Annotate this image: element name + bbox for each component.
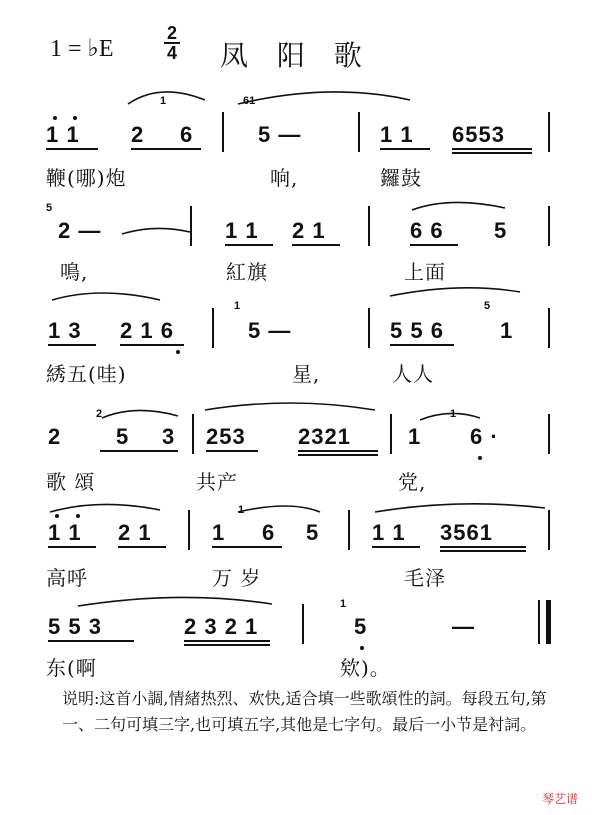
notes-4c: 3 — [162, 424, 176, 449]
beam — [131, 148, 201, 150]
slur — [412, 202, 505, 210]
notes-1a: 1 1 — [46, 122, 80, 147]
barline — [188, 510, 190, 550]
notes-4f: 1 — [408, 424, 422, 449]
lyric: 万 岁 — [212, 566, 262, 590]
notes-2b: 1 1 — [225, 218, 259, 243]
barline — [548, 510, 550, 550]
octave-dot — [478, 456, 482, 460]
notes-1f: 6553 — [452, 122, 505, 147]
notes-2d: 6 6 — [410, 218, 444, 243]
beam — [184, 640, 270, 642]
beam — [212, 546, 282, 548]
barline — [358, 112, 360, 152]
final-barline-thick — [546, 600, 551, 644]
lyric: 欸)。 — [340, 656, 391, 680]
grace-note: 1 — [234, 300, 241, 312]
beam — [452, 152, 532, 154]
barline — [348, 510, 350, 550]
slur — [375, 504, 545, 512]
barline — [302, 604, 304, 644]
beam — [440, 546, 526, 548]
barline — [548, 308, 550, 348]
notes-3c: 5 — — [248, 318, 292, 343]
time-denominator: 4 — [166, 43, 177, 63]
notes-5e: 5 — [306, 520, 320, 545]
octave-dot — [176, 350, 180, 354]
slur — [52, 293, 160, 300]
notes-6b: 2 3 2 1 — [184, 614, 259, 639]
notes-4a: 2 — [48, 424, 62, 449]
notes-3d: 5 5 6 — [390, 318, 444, 343]
slur — [390, 288, 520, 296]
barline — [390, 414, 392, 454]
lyric: 鳴, — [60, 260, 89, 284]
time-numerator: 2 — [166, 23, 177, 43]
grace-note: 61 — [243, 95, 256, 107]
notes-4b: 5 — [116, 424, 130, 449]
notes-3b: 2 1 6 — [120, 318, 174, 343]
barline — [548, 206, 550, 246]
beam — [100, 450, 178, 452]
barline — [548, 414, 550, 454]
key-signature: 1 = ♭E — [50, 36, 114, 62]
song-title: 凤 阳 歌 — [220, 39, 372, 72]
notes-6c: 5 — [354, 614, 368, 639]
octave-dot — [360, 646, 364, 650]
slur — [238, 506, 320, 512]
notes-5g: 3561 — [440, 520, 493, 545]
notes-3a: 1 3 — [48, 318, 82, 343]
beam — [120, 344, 184, 346]
notes-5a: 1 1 — [48, 520, 82, 545]
lyric: 响, — [270, 166, 299, 190]
final-barline-thin — [538, 600, 540, 644]
watermark-logo: 琴艺谱 — [541, 792, 578, 806]
beam — [48, 546, 96, 548]
lyric: 东(啊 — [46, 656, 97, 680]
barline — [190, 206, 192, 246]
barline — [222, 112, 224, 152]
beam — [372, 546, 420, 548]
lyric: 党, — [398, 470, 427, 494]
notes-6a: 5 5 3 — [48, 614, 102, 639]
beam — [46, 148, 98, 150]
notes-4d: 253 — [206, 424, 246, 449]
beam — [184, 644, 270, 646]
beam — [298, 454, 378, 456]
lyric: 歌 頌 — [46, 470, 96, 494]
slur — [78, 597, 272, 606]
octave-dot — [73, 116, 77, 120]
slur — [205, 403, 375, 410]
notes-2c: 2 1 — [292, 218, 326, 243]
notes-1d: 5 — — [258, 122, 302, 147]
slur — [50, 504, 160, 512]
notes-6d: — — [452, 614, 475, 639]
notes-2a: 2 — — [58, 218, 102, 243]
barline — [212, 308, 214, 348]
beam — [118, 546, 166, 548]
notes-5f: 1 1 — [372, 520, 406, 545]
notes-5b: 2 1 — [118, 520, 152, 545]
grace-note: 1 — [450, 408, 457, 420]
beam — [390, 344, 454, 346]
beam — [292, 244, 340, 246]
beam — [225, 244, 273, 246]
slur — [122, 228, 190, 234]
notes-3e: 1 — [500, 318, 514, 343]
explanatory-note: 说明:这首小調,情緒热烈、欢快,适合填一些歌頌性的詞。每段五句,第一、二句可填三字,也可填五字,其他是七字句。最后一小节是衬詞。 — [62, 689, 547, 734]
octave-dot — [53, 116, 57, 120]
beam — [440, 550, 526, 552]
grace-note: 1 — [340, 598, 347, 610]
lyric: 上面 — [404, 260, 446, 284]
notes-1e: 1 1 — [380, 122, 414, 147]
lyric: 綉五(哇) — [46, 362, 127, 386]
octave-dot — [55, 514, 59, 518]
grace-note: 5 — [484, 300, 491, 312]
notes-4e: 2321 — [298, 424, 351, 449]
lyric: 鞭(哪)炮 — [46, 166, 127, 190]
barline — [548, 112, 550, 152]
lyric: 共产 — [196, 470, 238, 494]
grace-note: 1 — [238, 504, 245, 516]
lyric: 人人 — [392, 362, 434, 386]
lyric: 紅旗 — [226, 260, 268, 284]
notes-5c: 1 — [212, 520, 226, 545]
lyric: 毛泽 — [404, 566, 446, 590]
slur — [102, 410, 178, 418]
notes-1c: 6 — [180, 122, 194, 147]
notes-2e: 5 — [494, 218, 508, 243]
slur — [128, 92, 205, 104]
grace-note: 1 — [160, 95, 167, 107]
notes-4g: 6 · — [470, 424, 499, 449]
notes-5d: 6 — [262, 520, 276, 545]
beam — [206, 450, 258, 452]
beam — [410, 244, 458, 246]
lyric: 高呼 — [46, 566, 88, 590]
notes-1b: 2 — [131, 122, 145, 147]
octave-dot — [76, 514, 80, 518]
beam — [48, 344, 96, 346]
beam — [452, 148, 532, 150]
grace-note: 2 — [96, 408, 103, 420]
slur — [238, 92, 410, 104]
lyric: 鑼鼓 — [380, 166, 422, 190]
lyric: 星, — [292, 362, 321, 386]
beam — [298, 450, 378, 452]
beam — [380, 148, 430, 150]
barline — [192, 414, 194, 454]
barline — [368, 206, 370, 246]
beam — [48, 640, 134, 642]
grace-note: 5 — [46, 202, 53, 214]
barline — [368, 308, 370, 348]
